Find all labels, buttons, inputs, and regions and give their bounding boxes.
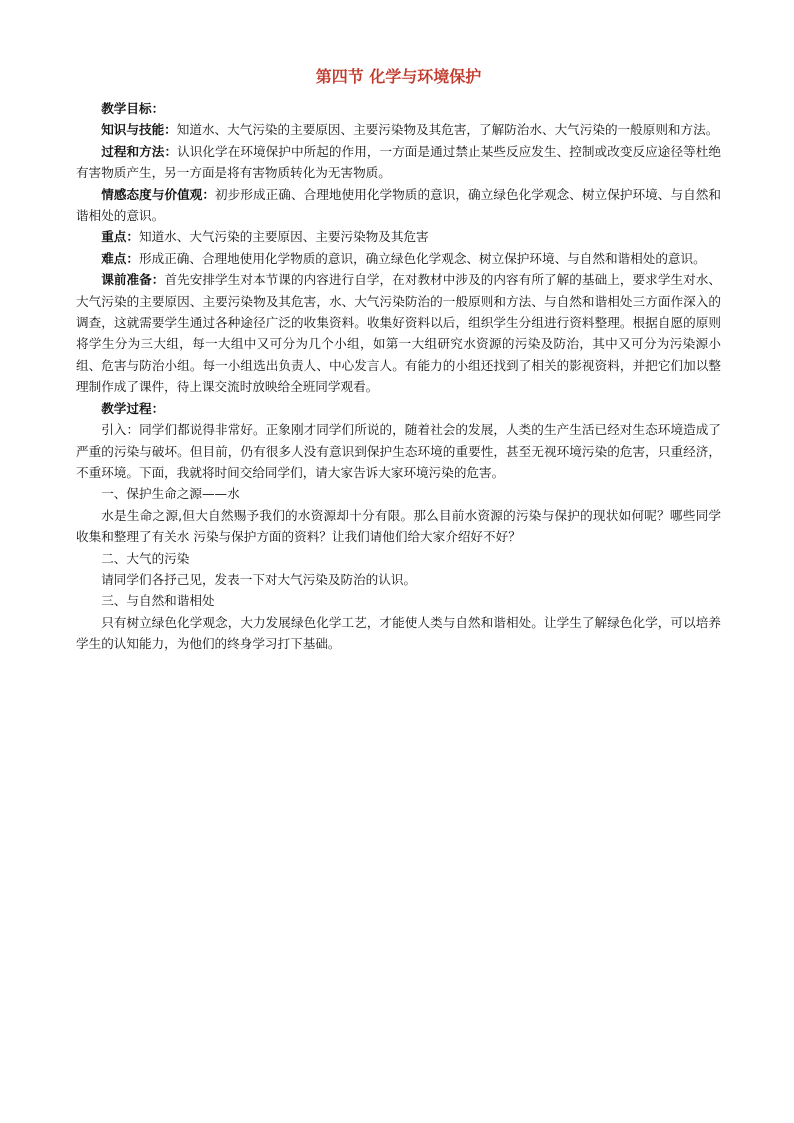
preparation-text: 首先安排学生对本节课的内容进行自学，在对教材中涉及的内容有所了解的基础上，要求学生对水、大气污染的主要原因、主要污染物及其危害，水、大气污染防治的一般原则和方法、与自然和谐相处三方面作深入的调查，这就需要学生通过各种途径广泛的收集资料。收集好资料以后，组织学生分组进行资料整理。根据自愿的原则将学生分为三大组，每一大组中又可分为几个小组，如第一大组研究水资源的污染及防治，其中又可分为污染源小组、危害与防治小组。每一小组选出负责人、中心发言人。有能力的小组还找到了相关的影视资料，并把它们加以整理制作成了课件，待上课交流时放映给全班同学观看。	[76, 272, 722, 395]
attitude-text: 初步形成正确、合理地使用化学物质的意识，确立绿色化学观念、树立保护环境、与自然和谐相处的意识。	[76, 186, 722, 224]
attitude-label: 情感态度与价值观：	[101, 186, 216, 202]
document-page	[76, 66, 721, 655]
key-point-label: 重点：	[101, 229, 139, 245]
section3-paragraph: 只有树立绿色化学观念，大力发展绿色化学工艺，才能使人类与自然和谐相处。让学生了解绿色化学，可以培养学生的认知能力，为他们的终身学习打下基础。	[76, 614, 721, 652]
section1-paragraph: 水是生命之源,但大自然赐予我们的水资源却十分有限。那么目前水资源的污染与保护的现状如何呢？哪些同学收集和整理了有关水 污染与保护方面的资料？让我们请他们给大家介绍好不好？	[76, 507, 721, 545]
document-title: 第四节 化学与环境保护	[315, 67, 482, 86]
section2-title: 二、大气的污染	[101, 550, 190, 566]
knowledge-paragraph	[76, 119, 721, 140]
knowledge-label: 知识与技能：	[101, 122, 177, 138]
goals-heading	[76, 98, 721, 119]
difficulty-label: 难点：	[101, 250, 139, 266]
preparation-label: 课前准备：	[101, 272, 165, 288]
process-paragraph	[76, 141, 721, 184]
process-label: 过程和方法：	[101, 143, 178, 159]
knowledge-text: 知道水、大气污染的主要原因、主要污染物及其危害，了解防治水、大气污染的一般原则和方法。	[176, 122, 719, 138]
intro-paragraph: 引入：同学们都说得非常好。正象刚才同学们所说的，随着社会的发展，人类的生产生活已经对生态环境造成了严重的污染与破坏。但目前，仍有很多人没有意识到保护生态环境的重要性，甚至无视环境污染的危害，只重经济，不重环境。下面，我就将时间交给同学们，请大家告诉大家环境污染的危害。	[76, 422, 721, 480]
goals-heading-label: 教学目标：	[101, 101, 165, 116]
process-text: 认识化学在环境保护中所起的作用，一方面是通过禁止某些反应发生、控制或改变反应途径等杜绝有害物质产生，另一方面是将有害物质转化为无害物质。	[76, 143, 722, 181]
preparation-paragraph	[76, 269, 721, 397]
section2-paragraph: 请同学们各抒己见，发表一下对大气污染及防治的认识。	[101, 571, 417, 587]
section1-title: 一、保护生命之源——水	[101, 486, 240, 502]
process-heading-label: 教学过程：	[101, 400, 165, 416]
section3-title: 三、与自然和谐相处	[101, 593, 215, 609]
key-point-paragraph	[76, 226, 721, 247]
process-heading	[76, 398, 721, 419]
attitude-paragraph	[76, 184, 721, 227]
difficulty-paragraph	[76, 248, 721, 269]
key-point-text: 知道水、大气污染的主要原因、主要污染物及其危害	[138, 229, 429, 245]
difficulty-text: 形成正确、合理地使用化学物质的意识，确立绿色化学观念、树立保护环境、与自然和谐相处的意识。	[138, 250, 706, 266]
